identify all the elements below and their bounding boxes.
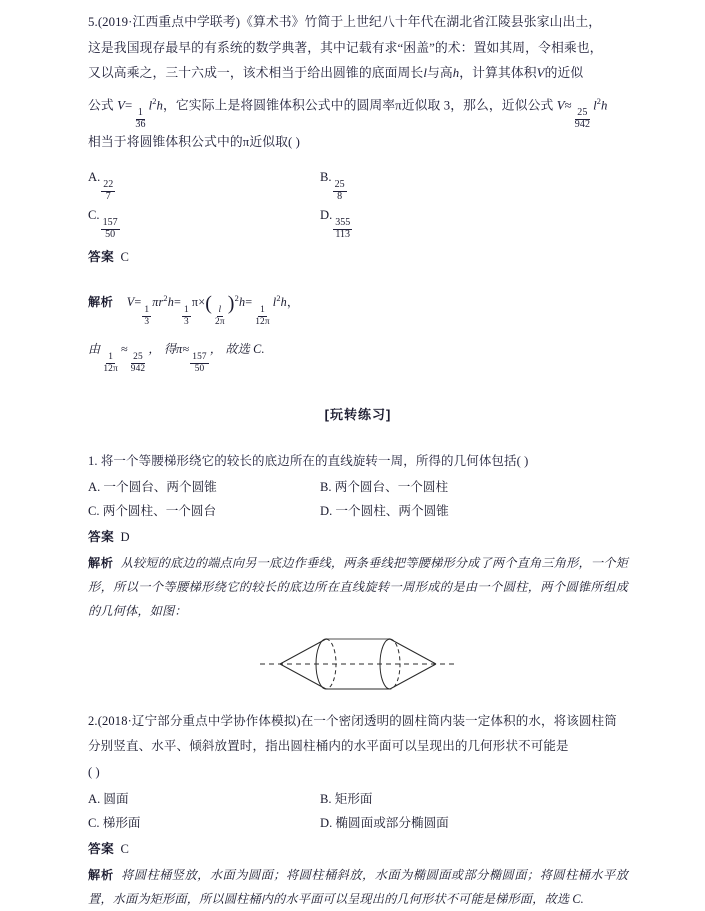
sol-eq1: = [134,294,142,309]
formula-l: l [148,97,153,112]
fraction-denominator: 8 [337,191,343,203]
spacer [88,269,628,287]
option-C-text: 梯形面 [102,816,141,831]
problem-5-line-3 [88,61,628,87]
option-A[interactable] [88,787,320,811]
option-C[interactable] [88,811,320,835]
problem-1-solution-text: 从较短的底边的端点向另一底边作垂线，两条垂线把等腰梯形分成了两个直角三角形，一个矩形，所以一个等腰梯形绕它的较长的底边所在直线旋转一周形成的是由一个圆柱，两个圆锥所组成的几何体，如图： [88,555,629,618]
problem-2-stem-text: 在一个密闭透明的圆柱筒内装一定体积的水，将该圆柱筒分别竖直、水平、倾斜放置时，指出圆柱桶内的水平面可以呈现出的几何形状不可能是 [88,713,617,754]
option-A-fraction [101,180,115,202]
spacer [88,327,628,337]
fraction-denominator: 113 [335,229,351,241]
problem-1-options-row-ab [88,475,628,499]
paren-open: ( [205,292,213,315]
problem-5-answer [88,246,628,269]
fraction-denominator: 50 [105,229,116,241]
option-D-text: 椭圆面或部分椭圆面 [335,816,449,831]
problem-5-solution-line-2 [88,337,628,374]
option-C[interactable] [88,204,320,241]
problem-5-source: (2019·江西重点中学联考) [97,15,241,29]
formula-V2: V [556,97,565,112]
option-C-key: C. [88,816,100,831]
option-D[interactable] [320,499,628,523]
figure-container [88,633,628,695]
problem-1-options-row-cd [88,499,628,523]
fraction-numerator: 25 [577,107,588,119]
sol-fraction-1-3-b [182,306,191,327]
problem-2-stem-tail: ( ) [88,764,100,779]
option-A-text: 圆面 [103,792,129,807]
problem-1-stem [88,449,628,475]
fraction-numerator: 355 [335,217,351,229]
problem-1-number: 1. [88,454,98,469]
problem-5-line-1 [88,10,628,36]
fraction-denominator: 3 [184,316,189,327]
var-l: l [423,66,427,80]
fraction-denominator: 12π [255,316,270,327]
problem-2-options-row-cd [88,811,628,835]
option-C[interactable] [88,499,320,523]
problem-5-options-row-cd [88,204,628,242]
spacer [88,374,628,404]
option-B-key: B. [320,792,332,807]
option-B-text: 两个圆台、一个圆柱 [334,479,449,494]
fraction-denominator: 50 [194,363,205,374]
fraction-numerator: 25 [133,352,143,363]
fraction-denominator: 12π [103,363,118,374]
problem-5-line-4 [88,87,628,131]
fraction-numerator: 157 [192,352,207,363]
fraction-numerator: l [218,305,222,316]
sol2-comma1: ， [148,342,161,357]
formula-exponent: 2 [152,96,157,106]
option-D[interactable] [320,204,628,241]
problem-5-line-2: 这是我国现存最早的有系统的数学典著，其中记载有求“困盖”的术：置如其周，令相乘也， [88,40,603,55]
fraction-numerator: 1 [108,352,114,363]
spacer [88,423,628,449]
answer-label: 答案 [88,529,115,544]
answer-value: C [120,249,129,264]
problem-2-options-row-ab [88,787,628,811]
problem-1-block [88,449,628,695]
sol-fraction-l-2pi [213,306,227,327]
spacer [88,156,628,166]
fraction-denominator: 3 [144,316,150,327]
option-B[interactable] [320,475,628,499]
sol-fraction-1-3 [142,306,151,327]
sol-pi2: π [191,294,199,309]
sol-V: V [126,294,135,309]
fraction-denominator: 942 [130,363,146,374]
answer-value: C [120,842,129,857]
section-heading: [玩转练习] [324,407,392,423]
spacer [88,695,628,709]
formula-l2: l [593,97,597,112]
fraction-numerator: 22 [103,179,114,191]
option-B-fraction [333,180,347,202]
problem-5-solution-line-1 [88,287,628,327]
option-B[interactable] [320,787,628,811]
option-B-text: 矩形面 [334,792,373,807]
right-cone-lower-edge [390,664,436,689]
option-A[interactable] [88,475,320,499]
fraction-denominator: 942 [574,119,591,131]
fraction-numerator: 1 [260,305,265,316]
problem-5-line3-pre: 又以高乘之，三十六成一，该术相当于给出圆锥的底面周长 [88,66,424,80]
fraction-numerator: 1 [184,305,189,316]
fraction-25-942 [573,108,592,130]
formula-h: h [156,97,164,112]
problem-5-line3-mid2: ，计算其体积 [459,66,537,80]
right-cone-upper-edge [390,639,436,664]
option-A-text: 一个圆台、两个圆锥 [103,479,217,494]
sol-paren-exp: 2 [234,293,239,303]
problem-5-line-5: 相当于将圆锥体积公式中的π近似取( ) [88,135,301,150]
sol2-de: 得π≈ [163,342,190,357]
option-D[interactable] [320,811,628,835]
sol2-fraction-25-942 [129,353,148,374]
option-C-key: C. [88,503,100,518]
problem-2-solution-text: 将圆柱桶竖放，水面为圆面；将圆柱桶斜放，水面为椭圆面或部分椭圆面；将圆柱桶水平放置，水面为矩形面，所以圆柱桶内的水平面可以呈现出的几何形状不可能是梯形面，故选 C. [88,868,629,907]
sol-eq2: = [174,294,182,309]
option-A[interactable] [88,166,320,203]
cylinder-with-two-cones-diagram [258,633,458,695]
option-D-fraction [333,218,352,240]
option-C-text: 两个圆柱、一个圆台 [102,503,217,518]
sol2-comma2: ， [209,342,223,357]
problem-2-block [88,709,628,911]
sol2-fraction-157-50 [190,353,209,374]
option-A-key: A. [88,479,101,494]
option-D-text: 一个圆柱、两个圆锥 [335,503,449,518]
sol-eq3: = [245,294,253,309]
fraction-denominator: 7 [105,191,111,203]
page-content [88,10,628,911]
fraction-denominator: 36 [135,119,146,131]
option-C-fraction [101,218,120,240]
solution-label: 解析 [88,555,114,570]
problem-1-solution [88,551,628,623]
formula-exponent2: 2 [596,96,602,106]
sol-tail-exp: 2 [276,293,281,303]
problem-5-block [88,10,628,374]
problem-5-line3-mid: 与高 [426,66,453,80]
problem-1-answer [88,526,628,549]
problem-1-stem-text: 将一个等腰梯形绕它的较长的底边所在的直线旋转一周，所得的几何体包括( ) [100,454,529,469]
problem-5-line4-mid: ，它实际上是将圆锥体积公式中的圆周率π近似取 3，那么，近似公式 [163,97,554,112]
problem-5-options-row-ab [88,166,628,204]
sol-l-tail: l [272,294,277,309]
fraction-numerator: 25 [334,179,345,191]
answer-value: D [120,529,130,544]
sol2-fraction-1-12pi [101,353,120,374]
left-cone-lower-edge [280,664,326,689]
sol-fraction-1-12pi [253,306,272,327]
answer-label: 答案 [88,842,115,857]
problem-5-line3-end: 的近似 [544,66,584,80]
solution-label: 解析 [88,294,114,309]
formula-equals: = [125,97,133,112]
option-D-key: D. [320,503,333,518]
spacer [88,623,628,633]
sol-h2: h [238,294,246,309]
sol-h1: h [167,294,175,309]
solution-label: 解析 [88,868,115,883]
formula-intro: 公式 [88,97,114,112]
problem-5-number: 5. [88,15,98,29]
problem-2-stem [88,709,628,760]
sol-comma: ， [286,294,300,309]
problem-2-solution [88,863,628,911]
left-cone-upper-edge [280,639,326,664]
formula-approx: ≈ [564,97,572,112]
option-D-key: D. [320,816,333,831]
problem-2-number: 2. [88,713,98,728]
formula-V: V [117,97,126,112]
var-h: h [452,66,460,80]
option-B[interactable] [320,166,628,203]
var-V: V [536,66,545,80]
sol2-approx: ≈ [120,342,128,357]
fraction-numerator: 1 [137,107,144,119]
sol-times: × [198,294,206,309]
sol-tail-h: h [280,294,287,309]
problem-5-line1-text: 《算术书》竹简于上世纪八十年代在湖北省江陵县张家山出土， [240,15,602,29]
option-C-key: C. [88,207,100,222]
paren-close: ) [227,292,235,315]
option-B-key: B. [320,169,332,184]
option-B-key: B. [320,479,332,494]
fraction-1-36 [133,108,147,130]
fraction-numerator: 1 [144,305,150,316]
problem-2-answer [88,838,628,861]
option-A-key: A. [88,792,101,807]
option-A-key: A. [88,169,101,184]
answer-label: 答案 [88,249,115,264]
sol-exp: 2 [163,293,168,303]
fraction-denominator: 2π [215,316,225,327]
option-D-key: D. [320,207,333,222]
formula-h2: h [601,97,608,112]
sol2-tail: 故选 C. [225,342,265,357]
sol2-you: 由 [88,342,101,357]
fraction-numerator: 157 [102,217,118,229]
problem-2-source: (2018·辽宁部分重点中学协作体模拟) [97,713,301,728]
sol-pi-r: πr [152,294,164,309]
